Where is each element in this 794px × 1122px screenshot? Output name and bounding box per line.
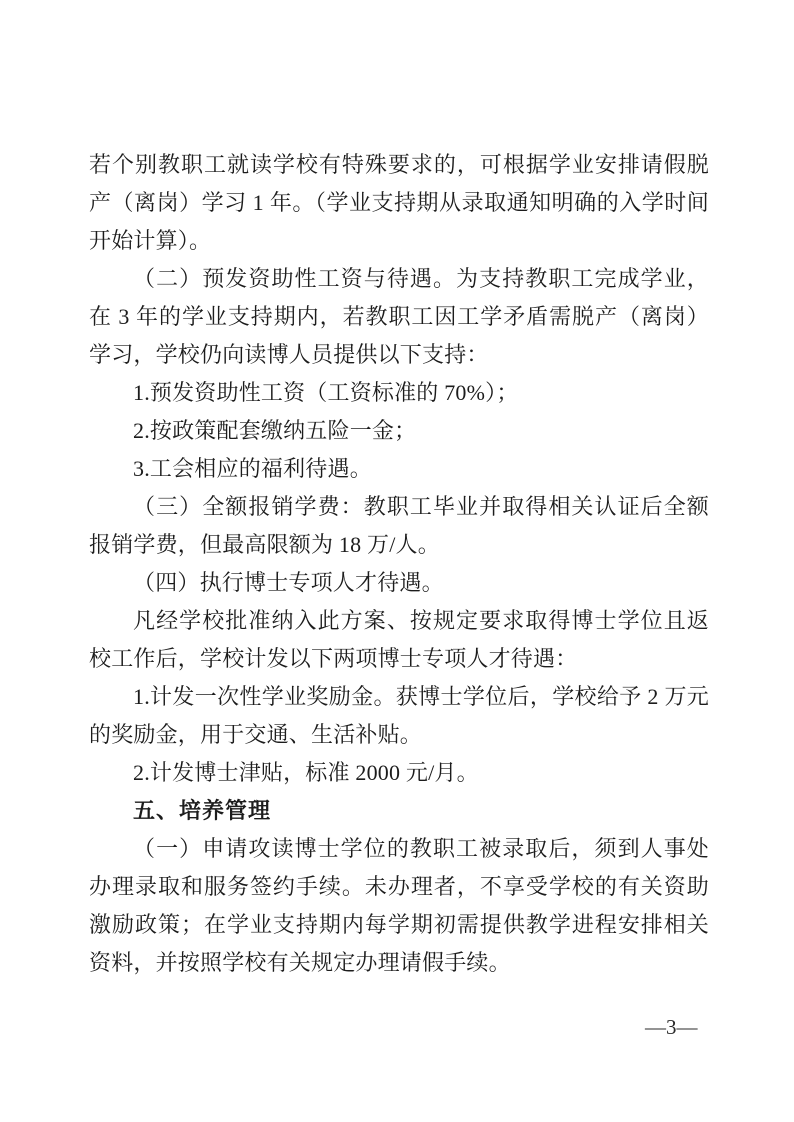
document-body <box>89 146 709 982</box>
paragraph-subitem-2: 2.按政策配套缴纳五险一金； <box>133 418 417 443</box>
section-heading-training-management: 五、培养管理 <box>133 798 272 823</box>
paragraph-item-3: （三）全额报销学费：教职工毕业并取得相关认证后全额报销学费，但最高限额为 18 万/人。 <box>89 494 709 557</box>
paragraph-plan: 凡经学校批准纳入此方案、按规定要求取得博士学位且返校工作后，学校计发以下两项博士专项人才待遇： <box>89 608 709 671</box>
paragraph-item-2: （二）预发资助性工资与待遇。为支持教职工完成学业，在 3 年的学业支持期内，若教职工因工学矛盾需脱产（离岗）学习，学校仍向读博人员提供以下支持： <box>89 266 709 367</box>
paragraph-continuation: 若个别教职工就读学校有特殊要求的，可根据学业安排请假脱产（离岗）学习 1 年。（学业支持期从录取通知明确的入学时间开始计算）。 <box>89 152 709 253</box>
paragraph-award-1: 1.计发一次性学业奖励金。获博士学位后，学校给予 2 万元的奖励金，用于交通、生活补贴。 <box>89 684 709 747</box>
paragraph-subitem-1: 1.预发资助性工资（工资标准的 70%）； <box>133 380 519 405</box>
paragraph-item-1-management: （一）申请攻读博士学位的教职工被录取后，须到人事处办理录取和服务签约手续。未办理者，不享受学校的有关资助激励政策；在学业支持期内每学期初需提供教学进程安排相关资料，并按照学校有关规定办理请假手续。 <box>89 836 709 975</box>
page-number: —3— <box>645 1015 698 1039</box>
paragraph-award-2: 2.计发博士津贴，标准 2000 元/月。 <box>133 760 479 785</box>
paragraph-item-4: （四）执行博士专项人才待遇。 <box>133 570 444 595</box>
paragraph-subitem-3: 3.工会相应的福利待遇。 <box>133 456 372 481</box>
